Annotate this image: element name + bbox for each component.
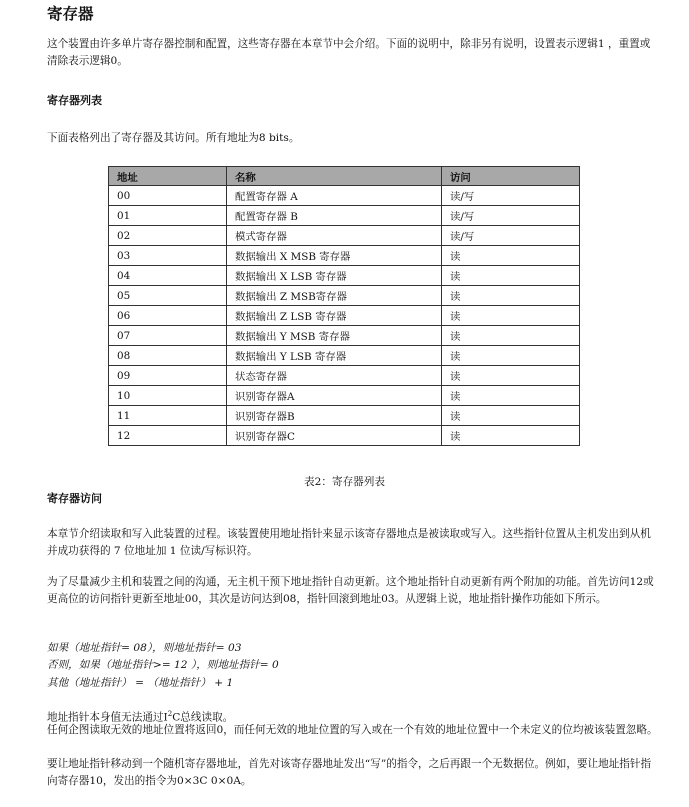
cell-access: 读/写 xyxy=(442,206,580,226)
cell-name: 数据输出 Z MSB寄存器 xyxy=(227,286,442,306)
cell-address: 08 xyxy=(109,346,227,366)
cell-name: 识别寄存器C xyxy=(227,426,442,446)
table-row xyxy=(109,326,580,346)
cell-name: 模式寄存器 xyxy=(227,226,442,246)
cell-name: 状态寄存器 xyxy=(227,366,442,386)
formula-line-1: 如果（地址指针= 08），则地址指针= 03 xyxy=(47,642,242,654)
superscript-two: 2 xyxy=(167,710,173,718)
intro-paragraph: 这个装置由许多单片寄存器控制和配置，这些寄存器在本章节中会介绍。下面的说明中，除非另有说明，设置表示逻辑1 ，重置或清除表示逻辑0。 xyxy=(47,38,651,67)
table-header-row xyxy=(109,167,580,186)
table-row xyxy=(109,226,580,246)
final-paragraph-1-text-b: C总线读取。 xyxy=(172,711,234,724)
cell-address: 12 xyxy=(109,426,227,446)
cell-address: 10 xyxy=(109,386,227,406)
table-row xyxy=(109,266,580,286)
cell-address: 09 xyxy=(109,366,227,386)
header-access: 访问 xyxy=(442,167,580,186)
table-row xyxy=(109,346,580,366)
cell-name: 识别寄存器B xyxy=(227,406,442,426)
section-register-access-heading: 寄存器访问 xyxy=(47,492,102,505)
page-title: 寄存器 xyxy=(47,4,94,23)
formula-line-3: 其他（地址指针） = （地址指针） + 1 xyxy=(47,677,234,689)
table-row xyxy=(109,386,580,406)
table-row xyxy=(109,306,580,326)
cell-access: 读 xyxy=(442,426,580,446)
table-row xyxy=(109,366,580,386)
cell-access: 读 xyxy=(442,326,580,346)
cell-address: 11 xyxy=(109,406,227,426)
section-register-list-heading: 寄存器列表 xyxy=(47,94,102,107)
cell-name: 配置寄存器 A xyxy=(227,186,442,206)
cell-access: 读/写 xyxy=(442,226,580,246)
cell-name: 配置寄存器 B xyxy=(227,206,442,226)
table-row xyxy=(109,426,580,446)
table-row xyxy=(109,186,580,206)
table-row xyxy=(109,206,580,226)
cell-access: 读 xyxy=(442,246,580,266)
cell-name: 数据输出 Y LSB 寄存器 xyxy=(227,346,442,366)
table-caption: 表2：寄存器列表 xyxy=(304,476,385,488)
cell-address: 07 xyxy=(109,326,227,346)
header-address: 地址 xyxy=(109,167,227,186)
access-paragraph-1: 本章节介绍读取和写入此装置的过程。该装置使用地址指针来显示该寄存器地点是被读取或写入。这些指针位置从主机发出到从机并成功获得的 7 位地址加 1 位读/写标识符。 xyxy=(47,528,651,557)
cell-address: 05 xyxy=(109,286,227,306)
access-paragraph-2: 为了尽量减少主机和装置之间的沟通，无主机干预下地址指针自动更新。这个地址指针自动更新有两个附加的功能。首先访问12或更高位的访问指针更新至地址00，其次是访问达到08，指针回滚到地址03。从逻辑上说，地址指针操作功能如下所示。 xyxy=(47,576,654,605)
final-paragraph-1-text-a: 地址指针本身值无法通过I xyxy=(47,711,168,724)
cell-access: 读 xyxy=(442,386,580,406)
cell-address: 01 xyxy=(109,206,227,226)
table-row xyxy=(109,246,580,266)
cell-access: 读 xyxy=(442,406,580,426)
cell-access: 读 xyxy=(442,286,580,306)
table-row xyxy=(109,406,580,426)
cell-address: 00 xyxy=(109,186,227,206)
cell-access: 读 xyxy=(442,306,580,326)
cell-name: 识别寄存器A xyxy=(227,386,442,406)
header-name: 名称 xyxy=(227,167,442,186)
cell-name: 数据输出 X MSB 寄存器 xyxy=(227,246,442,266)
register-table xyxy=(108,166,580,446)
cell-address: 06 xyxy=(109,306,227,326)
cell-access: 读 xyxy=(442,366,580,386)
formula-line-2: 否则，如果（地址指针>= 12 ），则地址指针= 0 xyxy=(47,659,279,671)
cell-name: 数据输出 Y MSB 寄存器 xyxy=(227,326,442,346)
cell-access: 读 xyxy=(442,266,580,286)
cell-address: 02 xyxy=(109,226,227,246)
cell-address: 04 xyxy=(109,266,227,286)
final-paragraph-2: 任何企图读取无效的地址位置将返回0，而任何无效的地址位置的写入或在一个有效的地址位置中一个未定义的位均被该装置忽略。 xyxy=(47,724,658,736)
cell-access: 读 xyxy=(442,346,580,366)
final-paragraph-3: 要让地址指针移动到一个随机寄存器地址，首先对该寄存器地址发出“写”的指令，之后再跟一个无数据位。例如，要让地址指针指向寄存器10，发出的指令为0×3C 0×0A。 xyxy=(47,758,652,787)
cell-name: 数据输出 Z LSB 寄存器 xyxy=(227,306,442,326)
cell-name: 数据输出 X LSB 寄存器 xyxy=(227,266,442,286)
register-list-intro: 下面表格列出了寄存器及其访问。所有地址为8 bits。 xyxy=(47,132,300,144)
cell-access: 读/写 xyxy=(442,186,580,206)
cell-address: 03 xyxy=(109,246,227,266)
table-row xyxy=(109,286,580,306)
